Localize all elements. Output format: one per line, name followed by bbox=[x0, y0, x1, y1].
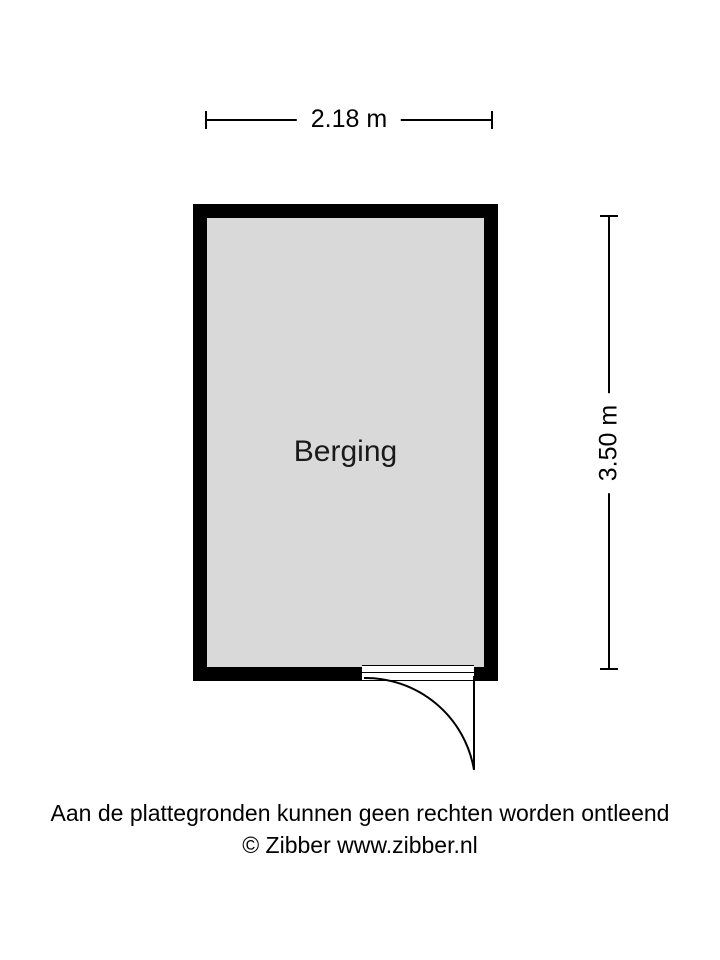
width-dimension-cap-right bbox=[491, 111, 493, 129]
width-dimension bbox=[205, 100, 493, 140]
footer-copyright: © Zibber www.zibber.nl bbox=[242, 832, 478, 858]
door-swing-arc bbox=[360, 676, 476, 772]
height-dimension-label: 3.50 m bbox=[589, 392, 630, 492]
width-dimension-label: 2.18 m bbox=[297, 98, 401, 140]
footer bbox=[0, 798, 720, 860]
height-dimension-cap-bottom bbox=[600, 668, 618, 670]
room-berging-label: Berging bbox=[293, 435, 398, 468]
footer-disclaimer: Aan de plattegronden kunnen geen rechten worden ontleend bbox=[50, 800, 670, 826]
height-dimension bbox=[585, 215, 633, 670]
